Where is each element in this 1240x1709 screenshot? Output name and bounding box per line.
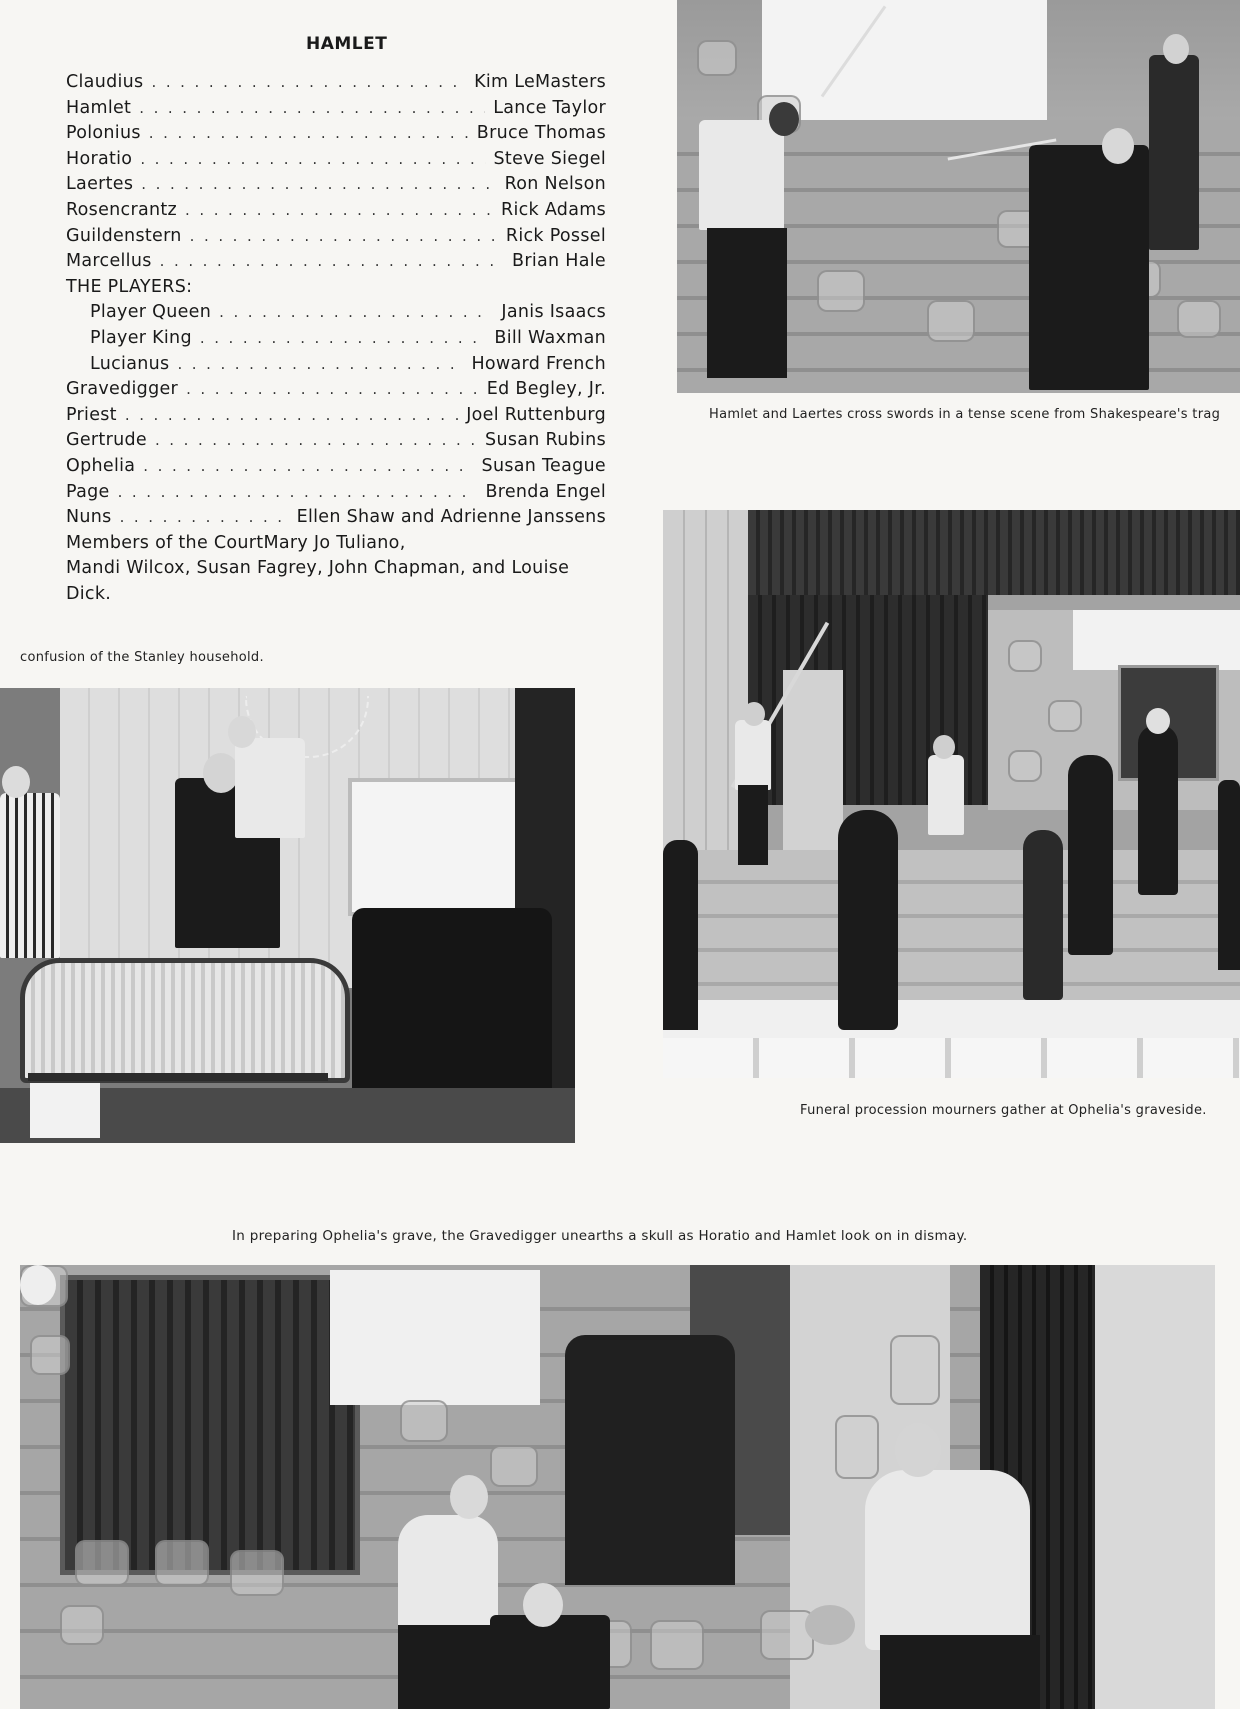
leader-dots: [200, 326, 487, 352]
photo-sword-fight: [677, 0, 1240, 393]
cast-actor: Brian Hale: [512, 251, 606, 272]
leader-dots: [143, 454, 473, 480]
photo-funeral-procession: [663, 510, 1240, 1078]
cast-row: [66, 121, 606, 147]
leader-dots: [149, 121, 469, 147]
cast-role: Player Queen: [90, 302, 212, 323]
cast-actor: Susan Rubins: [485, 430, 606, 451]
cast-row: [66, 454, 606, 480]
cast-role: Gravedigger: [66, 379, 179, 400]
photo-stanley-household: [0, 688, 575, 1143]
court-entry: [66, 531, 606, 608]
cast-role: Horatio: [66, 148, 133, 169]
cast-row: [66, 70, 606, 96]
caption-stanley: confusion of the Stanley household.: [20, 650, 264, 665]
cast-row: [66, 352, 606, 378]
cast-role: Priest: [66, 404, 117, 425]
cast-actor: Ellen Shaw and Adrienne Janssens: [296, 507, 606, 528]
cast-title: HAMLET: [306, 34, 388, 54]
cast-row: [66, 428, 606, 454]
cast-role: Marcellus: [66, 251, 152, 272]
cast-row: [66, 249, 606, 275]
cast-row: [66, 147, 606, 173]
leader-dots: [151, 70, 466, 96]
cast-row: [66, 198, 606, 224]
cast-role: Ophelia: [66, 455, 136, 476]
cast-actor: Susan Teague: [481, 455, 606, 476]
cast-role: Guildenstern: [66, 225, 182, 246]
photo-gravedigger: [20, 1265, 1215, 1709]
cast-row: [66, 403, 606, 429]
leader-dots: [186, 377, 479, 403]
cast-actor: Ed Begley, Jr.: [486, 379, 606, 400]
cast-row: [66, 480, 606, 506]
cast-row: [66, 300, 606, 326]
cast-actor: Ron Nelson: [504, 174, 606, 195]
cast-role: Gertrude: [66, 430, 147, 451]
cast-actor: Rick Adams: [500, 199, 606, 220]
cast-actor: Mary Jo Tuliano,: [263, 532, 406, 553]
cast-list: [66, 70, 606, 607]
cast-actor: Lance Taylor: [493, 97, 606, 118]
players-heading: THE PLAYERS:: [66, 276, 193, 297]
cast-role: Rosencrantz: [66, 199, 178, 220]
cast-actor: Howard French: [471, 353, 606, 374]
leader-dots: [185, 198, 493, 224]
cast-actor: Joel Ruttenburg: [466, 404, 606, 425]
cast-row: [66, 505, 606, 531]
leader-dots: [177, 352, 463, 378]
cast-actor: Brenda Engel: [485, 481, 606, 502]
leader-dots: [155, 428, 477, 454]
cast-actor: Rick Possel: [505, 225, 606, 246]
leader-dots: [125, 403, 458, 429]
cast-actor: Bill Waxman: [494, 327, 606, 348]
caption-swords: Hamlet and Laertes cross swords in a tense scene from Shakespeare's trag: [709, 407, 1221, 422]
leader-dots: [139, 96, 485, 122]
cast-actor: Steve Siegel: [493, 148, 606, 169]
court-members: Mandi Wilcox, Susan Fagrey, John Chapman, and Louise Dick.: [66, 558, 570, 604]
leader-dots: [120, 505, 289, 531]
cast-role: Claudius: [66, 72, 144, 92]
cast-actor: Kim LeMasters: [474, 72, 606, 92]
leader-dots: [219, 300, 493, 326]
caption-funeral: Funeral procession mourners gather at Ophelia's graveside.: [800, 1103, 1207, 1118]
cast-role: Nuns: [66, 507, 112, 528]
leader-dots: [140, 147, 485, 173]
caption-grave: In preparing Ophelia's grave, the Gravedigger unearths a skull as Horatio and Hamlet look on in dismay.: [232, 1228, 968, 1244]
cast-role: Laertes: [66, 174, 134, 195]
cast-row: [66, 377, 606, 403]
leader-dots: [141, 172, 496, 198]
cast-role: Polonius: [66, 123, 141, 144]
leader-dots: [160, 249, 504, 275]
cast-actor: Janis Isaacs: [501, 302, 606, 323]
cast-role: Members of the Court: [66, 532, 264, 553]
cast-role: Hamlet: [66, 97, 132, 118]
cast-role: Lucianus: [90, 353, 170, 374]
cast-role: Player King: [90, 327, 192, 348]
cast-row: [66, 96, 606, 122]
leader-dots: [118, 480, 478, 506]
cast-row: [66, 326, 606, 352]
leader-dots: [190, 224, 498, 250]
cast-role: Page: [66, 481, 110, 502]
cast-row: [66, 172, 606, 198]
cast-actor: Bruce Thomas: [476, 123, 606, 144]
cast-row: [66, 224, 606, 250]
